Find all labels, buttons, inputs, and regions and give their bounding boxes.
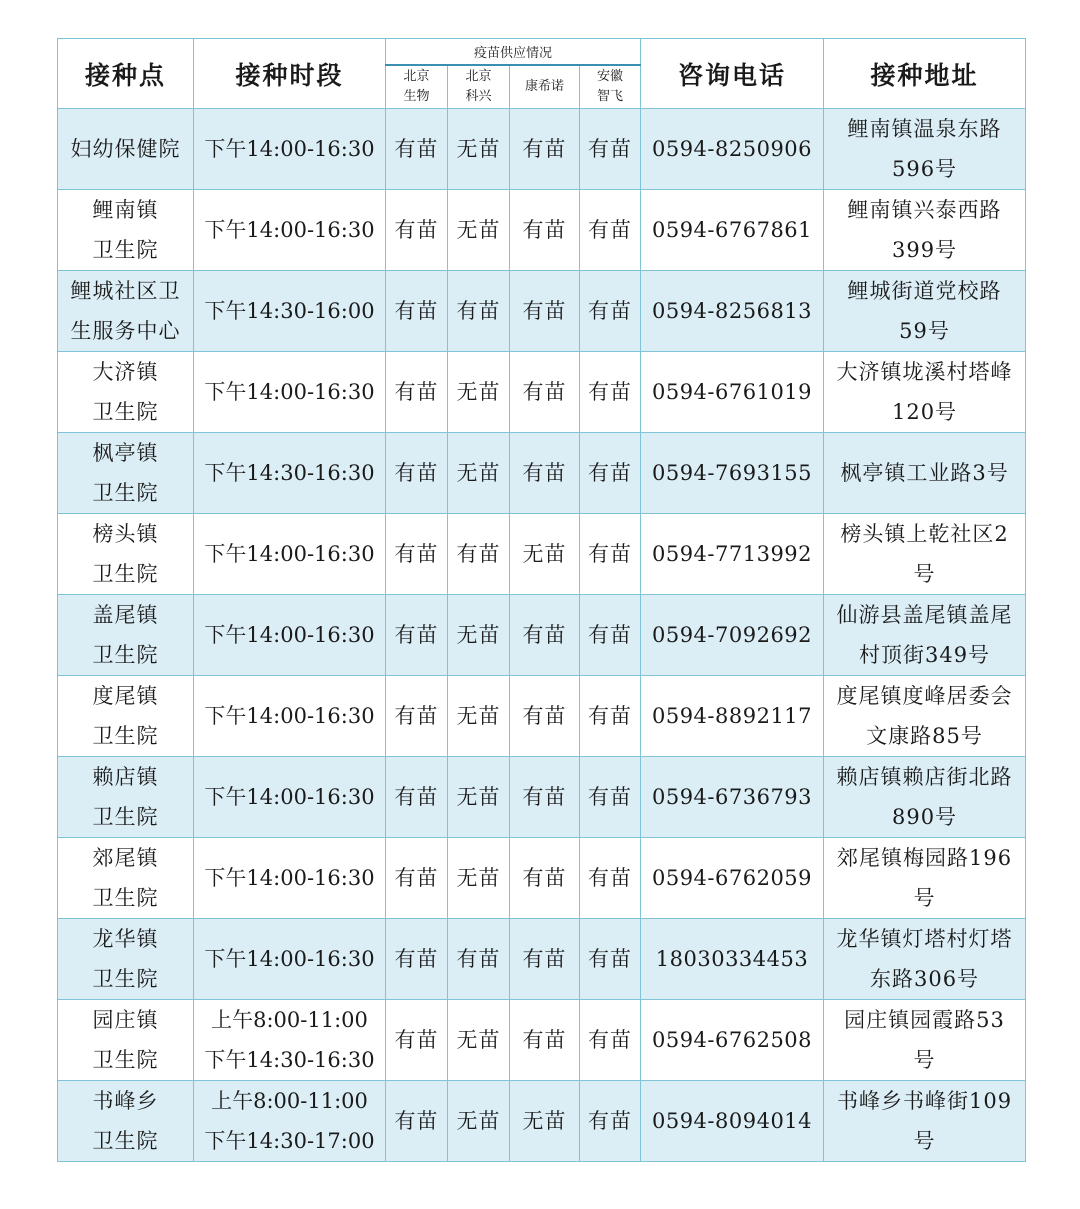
address-line: 赖店镇赖店街北路	[836, 765, 1013, 789]
address-line: 枫亭镇工业路3号	[840, 461, 1009, 485]
address-line: 120号	[891, 400, 958, 424]
table-row	[58, 1081, 1026, 1162]
hours-cell	[194, 757, 386, 838]
supply-cell-vaccine-4: 有苗	[580, 1081, 641, 1162]
supply-cell-vaccine-1: 有苗	[386, 352, 448, 433]
phone-cell: 0594-6767861	[641, 190, 824, 271]
table-row	[58, 352, 1026, 433]
hours-line: 下午14:00-16:30	[204, 380, 375, 404]
supply-cell-vaccine-1: 有苗	[386, 190, 448, 271]
hours-line: 上午8:00-11:00	[211, 1008, 368, 1032]
address-cell	[824, 1000, 1026, 1081]
hours-line: 下午14:00-16:30	[204, 866, 375, 890]
table-body	[58, 109, 1026, 1162]
supply-cell-vaccine-4: 有苗	[580, 514, 641, 595]
site-name-line: 卫生院	[92, 1129, 159, 1153]
address-cell	[824, 271, 1026, 352]
hours-cell	[194, 433, 386, 514]
header-vaccine-3	[510, 65, 580, 109]
hours-line: 下午14:00-16:30	[204, 785, 375, 809]
site-cell	[58, 433, 194, 514]
table-row	[58, 838, 1026, 919]
supply-cell-vaccine-1: 有苗	[386, 433, 448, 514]
table-row	[58, 190, 1026, 271]
address-line: 59号	[899, 319, 950, 343]
address-cell	[824, 190, 1026, 271]
supply-cell-vaccine-1: 有苗	[386, 595, 448, 676]
address-line: 仙游县盖尾镇盖尾	[836, 603, 1013, 627]
vaccination-schedule-table-container	[57, 38, 1025, 1162]
phone-cell: 0594-8256813	[641, 271, 824, 352]
supply-cell-vaccine-3: 有苗	[510, 190, 580, 271]
supply-cell-vaccine-4: 有苗	[580, 919, 641, 1000]
phone-cell: 0594-6762059	[641, 838, 824, 919]
supply-cell-vaccine-2: 有苗	[448, 271, 510, 352]
header-vaccine-line: 科兴	[465, 89, 492, 104]
table-row	[58, 676, 1026, 757]
site-name-line: 卫生院	[92, 805, 159, 829]
supply-cell-vaccine-2: 无苗	[448, 757, 510, 838]
address-line: 号	[913, 886, 936, 910]
supply-cell-vaccine-3: 无苗	[510, 1081, 580, 1162]
supply-cell-vaccine-1: 有苗	[386, 109, 448, 190]
supply-cell-vaccine-2: 无苗	[448, 109, 510, 190]
address-line: 890号	[891, 805, 958, 829]
supply-cell-vaccine-4: 有苗	[580, 676, 641, 757]
site-name-line: 郊尾镇	[92, 846, 159, 870]
supply-cell-vaccine-3: 有苗	[510, 676, 580, 757]
table-row	[58, 433, 1026, 514]
site-cell	[58, 109, 194, 190]
address-line: 鲤南镇兴泰西路	[847, 198, 1002, 222]
header-vaccine-line: 北京	[403, 69, 430, 84]
address-cell	[824, 757, 1026, 838]
address-line: 号	[913, 1048, 936, 1072]
phone-cell: 0594-7092692	[641, 595, 824, 676]
site-name-line: 卫生院	[92, 481, 159, 505]
hours-cell	[194, 595, 386, 676]
supply-cell-vaccine-2: 有苗	[448, 919, 510, 1000]
site-name-line: 榜头镇	[92, 522, 159, 546]
hours-cell	[194, 676, 386, 757]
hours-cell	[194, 838, 386, 919]
phone-cell: 0594-7713992	[641, 514, 824, 595]
supply-cell-vaccine-2: 无苗	[448, 1000, 510, 1081]
address-line: 大济镇垅溪村塔峰	[836, 360, 1013, 384]
site-name-line: 卫生院	[92, 238, 159, 262]
site-cell	[58, 757, 194, 838]
site-cell	[58, 1000, 194, 1081]
site-name-line: 卫生院	[92, 562, 159, 586]
supply-cell-vaccine-3: 有苗	[510, 838, 580, 919]
supply-cell-vaccine-2: 无苗	[448, 1081, 510, 1162]
hours-cell	[194, 352, 386, 433]
site-name-line: 生服务中心	[70, 319, 181, 343]
header-vaccine-1	[386, 65, 448, 109]
address-cell	[824, 352, 1026, 433]
supply-cell-vaccine-2: 有苗	[448, 514, 510, 595]
supply-cell-vaccine-1: 有苗	[386, 919, 448, 1000]
site-cell	[58, 271, 194, 352]
hours-line: 下午14:00-16:30	[204, 218, 375, 242]
site-cell	[58, 919, 194, 1000]
supply-cell-vaccine-2: 无苗	[448, 595, 510, 676]
header-vaccine-line: 智飞	[597, 89, 624, 104]
address-cell	[824, 595, 1026, 676]
address-line: 东路306号	[869, 967, 980, 991]
supply-cell-vaccine-3: 有苗	[510, 757, 580, 838]
site-name-line: 妇幼保健院	[70, 137, 181, 161]
site-name-line: 卫生院	[92, 643, 159, 667]
address-line: 龙华镇灯塔村灯塔	[836, 927, 1013, 951]
phone-cell: 0594-7693155	[641, 433, 824, 514]
site-name-line: 鲤南镇	[92, 198, 159, 222]
site-cell	[58, 838, 194, 919]
supply-cell-vaccine-3: 有苗	[510, 1000, 580, 1081]
supply-cell-vaccine-1: 有苗	[386, 271, 448, 352]
phone-cell: 18030334453	[641, 919, 824, 1000]
site-name-line: 大济镇	[92, 360, 159, 384]
supply-cell-vaccine-4: 有苗	[580, 757, 641, 838]
address-line: 鲤南镇温泉东路	[847, 117, 1002, 141]
supply-cell-vaccine-4: 有苗	[580, 190, 641, 271]
supply-cell-vaccine-4: 有苗	[580, 838, 641, 919]
site-cell	[58, 595, 194, 676]
header-vaccine-2	[448, 65, 510, 109]
table-row	[58, 1000, 1026, 1081]
site-name-line: 卫生院	[92, 1048, 159, 1072]
supply-cell-vaccine-1: 有苗	[386, 676, 448, 757]
header-phone: 咨询电话	[641, 39, 824, 109]
header-vaccine-line: 北京	[465, 69, 492, 84]
address-cell	[824, 919, 1026, 1000]
site-name-line: 园庄镇	[92, 1008, 159, 1032]
address-line: 号	[913, 562, 936, 586]
hours-line: 上午8:00-11:00	[211, 1089, 368, 1113]
address-cell	[824, 838, 1026, 919]
hours-line: 下午14:00-16:30	[204, 623, 375, 647]
site-name-line: 卫生院	[92, 400, 159, 424]
supply-cell-vaccine-2: 无苗	[448, 352, 510, 433]
phone-cell: 0594-6762508	[641, 1000, 824, 1081]
header-site: 接种点	[58, 39, 194, 109]
hours-line: 下午14:00-16:30	[204, 137, 375, 161]
address-cell	[824, 676, 1026, 757]
header-vaccine-supply: 疫苗供应情况	[386, 39, 641, 66]
supply-cell-vaccine-1: 有苗	[386, 514, 448, 595]
site-name-line: 书峰乡	[92, 1089, 159, 1113]
site-name-line: 度尾镇	[92, 684, 159, 708]
table-row	[58, 919, 1026, 1000]
site-name-line: 盖尾镇	[92, 603, 159, 627]
header-address: 接种地址	[824, 39, 1026, 109]
address-cell	[824, 109, 1026, 190]
supply-cell-vaccine-1: 有苗	[386, 757, 448, 838]
header-vaccine-line: 生物	[403, 89, 430, 104]
table-header	[58, 39, 1026, 109]
hours-cell	[194, 919, 386, 1000]
hours-cell	[194, 514, 386, 595]
site-name-line: 卫生院	[92, 967, 159, 991]
address-line: 园庄镇园霞路53	[844, 1008, 1005, 1032]
hours-line: 下午14:00-16:30	[204, 947, 375, 971]
site-name-line: 卫生院	[92, 724, 159, 748]
table-row	[58, 514, 1026, 595]
address-line: 郊尾镇梅园路196	[836, 846, 1013, 870]
site-name-line: 鲤城社区卫	[70, 279, 181, 303]
phone-cell: 0594-8094014	[641, 1081, 824, 1162]
address-line: 书峰乡书峰街109	[836, 1089, 1013, 1113]
supply-cell-vaccine-3: 有苗	[510, 109, 580, 190]
header-vaccine-4	[580, 65, 641, 109]
header-vaccine-line: 安徽	[597, 69, 624, 84]
supply-cell-vaccine-3: 有苗	[510, 433, 580, 514]
address-line: 文康路85号	[866, 724, 983, 748]
hours-line: 下午14:00-16:30	[204, 704, 375, 728]
table-row	[58, 595, 1026, 676]
address-cell	[824, 514, 1026, 595]
supply-cell-vaccine-4: 有苗	[580, 433, 641, 514]
supply-cell-vaccine-3: 有苗	[510, 919, 580, 1000]
table-row	[58, 109, 1026, 190]
hours-cell	[194, 1081, 386, 1162]
hours-line: 下午14:30-16:30	[204, 1048, 375, 1072]
address-line: 村顶街349号	[858, 643, 991, 667]
site-name-line: 赖店镇	[92, 765, 159, 789]
hours-cell	[194, 190, 386, 271]
address-line: 榜头镇上乾社区2	[840, 522, 1009, 546]
address-line: 度尾镇度峰居委会	[836, 684, 1013, 708]
supply-cell-vaccine-1: 有苗	[386, 1081, 448, 1162]
address-line: 399号	[891, 238, 958, 262]
address-line: 鲤城街道党校路	[847, 279, 1002, 303]
address-line: 596号	[891, 157, 958, 181]
supply-cell-vaccine-1: 有苗	[386, 838, 448, 919]
phone-cell: 0594-8892117	[641, 676, 824, 757]
supply-cell-vaccine-4: 有苗	[580, 1000, 641, 1081]
hours-line: 下午14:30-16:00	[204, 299, 375, 323]
site-cell	[58, 190, 194, 271]
address-line: 号	[913, 1129, 936, 1153]
site-cell	[58, 676, 194, 757]
table-row	[58, 757, 1026, 838]
table-row	[58, 271, 1026, 352]
hours-cell	[194, 271, 386, 352]
header-vaccine-line: 康希诺	[524, 79, 564, 94]
site-cell	[58, 514, 194, 595]
phone-cell: 0594-6761019	[641, 352, 824, 433]
vaccination-schedule-table	[57, 38, 1026, 1162]
address-cell	[824, 1081, 1026, 1162]
phone-cell: 0594-8250906	[641, 109, 824, 190]
supply-cell-vaccine-1: 有苗	[386, 1000, 448, 1081]
supply-cell-vaccine-4: 有苗	[580, 271, 641, 352]
site-cell	[58, 1081, 194, 1162]
address-cell	[824, 433, 1026, 514]
hours-cell	[194, 1000, 386, 1081]
hours-cell	[194, 109, 386, 190]
supply-cell-vaccine-3: 有苗	[510, 352, 580, 433]
supply-cell-vaccine-3: 无苗	[510, 514, 580, 595]
supply-cell-vaccine-2: 无苗	[448, 838, 510, 919]
supply-cell-vaccine-3: 有苗	[510, 595, 580, 676]
site-cell	[58, 352, 194, 433]
hours-line: 下午14:00-16:30	[204, 542, 375, 566]
site-name-line: 卫生院	[92, 886, 159, 910]
supply-cell-vaccine-2: 无苗	[448, 676, 510, 757]
supply-cell-vaccine-4: 有苗	[580, 352, 641, 433]
hours-line: 下午14:30-16:30	[204, 461, 375, 485]
site-name-line: 枫亭镇	[92, 441, 159, 465]
supply-cell-vaccine-2: 无苗	[448, 433, 510, 514]
hours-line: 下午14:30-17:00	[204, 1129, 375, 1153]
header-hours: 接种时段	[194, 39, 386, 109]
phone-cell: 0594-6736793	[641, 757, 824, 838]
site-name-line: 龙华镇	[92, 927, 159, 951]
supply-cell-vaccine-4: 有苗	[580, 109, 641, 190]
supply-cell-vaccine-2: 无苗	[448, 190, 510, 271]
supply-cell-vaccine-4: 有苗	[580, 595, 641, 676]
supply-cell-vaccine-3: 有苗	[510, 271, 580, 352]
